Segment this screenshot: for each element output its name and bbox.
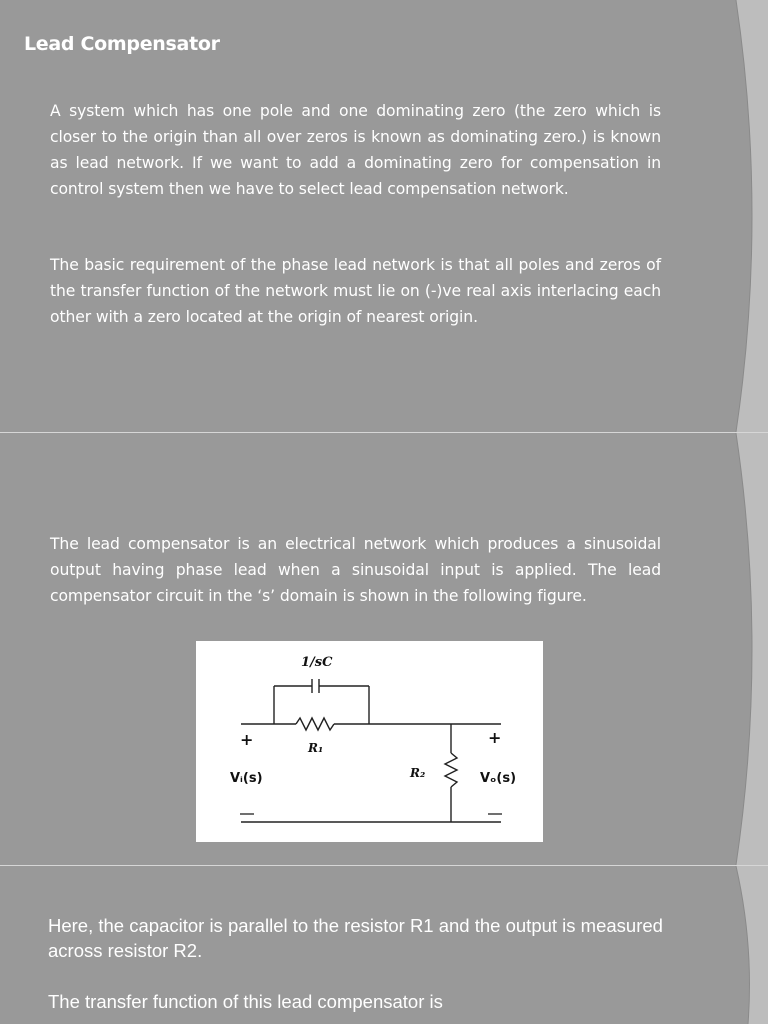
paragraph-lead-compensator-description: The lead compensator is an electrical network which produces a sinusoidal output having phase lead when a sinusoidal input is applied. The lead compensator circuit in the ‘s’ domain is shown in the following figure.	[50, 535, 661, 605]
capacitor-label: 1/sC	[301, 655, 333, 670]
vout-label: Vₒ(s)	[480, 771, 517, 786]
slide-edge-decoration	[708, 866, 768, 1024]
paragraph-transfer-function: The transfer function of this lead compensator is	[48, 991, 443, 1012]
paragraph-dominating-zero: A system which has one pole and one dominating zero (the zero which is closer to the origin than all over zeros is known as dominating zero.) is known as lead network. If we want to add a dominating zero for compensation in control system then we have to select lead compensation network.	[50, 102, 661, 198]
lead-compensator-circuit-figure	[196, 641, 543, 842]
slide-edge-decoration	[708, 0, 768, 432]
slide-title: Lead Compensator	[24, 33, 220, 55]
r1-label: R₁	[308, 741, 324, 755]
vin-label: Vᵢ(s)	[230, 771, 263, 786]
resistor-r2	[445, 753, 457, 787]
slide-1	[0, 0, 768, 432]
vin-plus: +	[240, 730, 254, 749]
slide-3	[0, 866, 768, 1024]
r2-label: R₂	[410, 766, 426, 780]
resistor-r1	[296, 718, 334, 730]
paragraph-capacitor-parallel: Here, the capacitor is parallel to the resistor R1 and the output is measured across resistor R2.	[48, 915, 663, 961]
circuit-diagram	[196, 641, 543, 842]
vout-plus: +	[488, 728, 502, 747]
paragraph-basic-requirement: The basic requirement of the phase lead network is that all poles and zeros of the transfer function of the network must lie on (-)ve real axis interlacing each other with a zero located at the origin of nearest origin.	[50, 256, 661, 326]
slide-edge-decoration	[708, 433, 768, 865]
